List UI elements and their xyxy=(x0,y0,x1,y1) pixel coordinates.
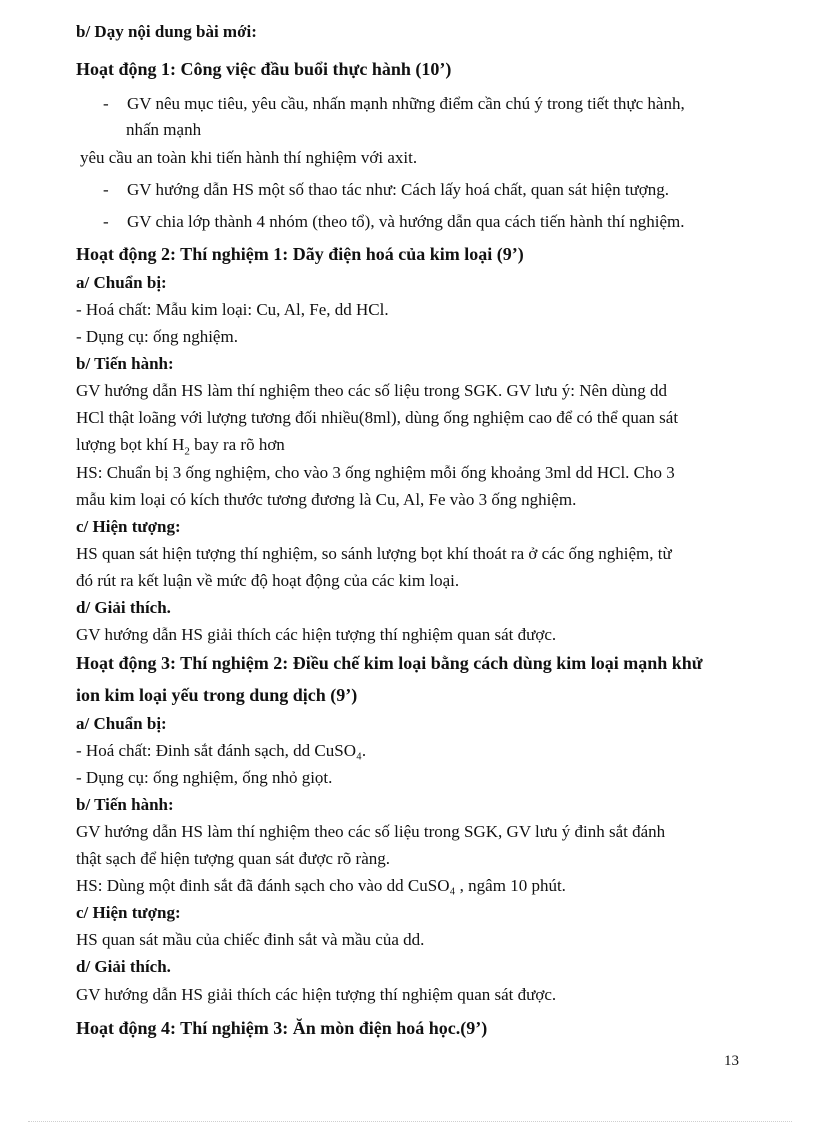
activity-4-heading: Hoạt động 4: Thí nghiệm 3: Ăn mòn điện hoá học.(9’) xyxy=(76,1018,488,1038)
subheading: c/ Hiện tượng: xyxy=(76,517,181,536)
text-line: yêu cầu an toàn khi tiến hành thí nghiệm với axit. xyxy=(80,148,418,167)
text-line: GV hướng dẫn HS giải thích các hiện tượng thí nghiệm quan sát được. xyxy=(76,985,557,1004)
page-footer-divider xyxy=(28,1121,792,1122)
bullet-text: GV chia lớp thành 4 nhóm (theo tổ), và hướng dẫn qua cách tiến hành thí nghiệm. xyxy=(127,212,685,231)
section-heading: b/ Dạy nội dung bài mới: xyxy=(76,22,257,41)
subheading: d/ Giải thích. xyxy=(76,957,171,976)
activity-2-heading: Hoạt động 2: Thí nghiệm 1: Dãy điện hoá của kim loại (9’) xyxy=(76,244,524,264)
subscript: 2 xyxy=(184,445,190,458)
bullet-item xyxy=(103,211,685,233)
bullet-marker: - xyxy=(103,212,109,231)
text-line: đó rút ra kết luận về mức độ hoạt động của các kim loại. xyxy=(76,571,460,590)
text-line: nhấn mạnh xyxy=(126,120,202,139)
text-line: GV hướng dẫn HS giải thích các hiện tượng thí nghiệm quan sát được. xyxy=(76,625,557,644)
page-number: 13 xyxy=(724,1053,739,1069)
bullet-text: GV nêu mục tiêu, yêu cầu, nhấn mạnh những điểm cần chú ý trong tiết thực hành, xyxy=(127,94,685,113)
subheading: d/ Giải thích. xyxy=(76,598,171,617)
subheading: b/ Tiến hành: xyxy=(76,795,174,814)
subheading: a/ Chuẩn bị: xyxy=(76,714,167,733)
bullet-item xyxy=(103,179,669,201)
text-line: - Hoá chất: Đinh sắt đánh sạch, dd CuSO₄. xyxy=(76,741,367,760)
activity-1-heading: Hoạt động 1: Công việc đầu buổi thực hành (10’) xyxy=(76,59,452,79)
text-line xyxy=(76,434,285,462)
subheading: b/ Tiến hành: xyxy=(76,354,174,373)
activity-3-heading-cont: ion kim loại yếu trong dung dịch (9’) xyxy=(76,685,358,705)
text-line: HS quan sát hiện tượng thí nghiệm, so sánh lượng bọt khí thoát ra ở các ống nghiệm, từ xyxy=(76,544,672,563)
text-line: - Dụng cụ: ống nghiệm, ống nhỏ giọt. xyxy=(76,768,333,787)
text-line: GV hướng dẫn HS làm thí nghiệm theo các số liệu trong SGK. GV lưu ý: Nên dùng dd xyxy=(76,381,668,400)
text-line: HS: Chuẩn bị 3 ống nghiệm, cho vào 3 ống nghiệm mỗi ống khoảng 3ml dd HCl. Cho 3 xyxy=(76,463,675,482)
text-line: mẫu kim loại có kích thước tương đương là Cu, Al, Fe vào 3 ống nghiệm. xyxy=(76,490,577,509)
bullet-item xyxy=(103,93,685,115)
bullet-marker: - xyxy=(103,94,109,113)
activity-3-heading: Hoạt động 3: Thí nghiệm 2: Điều chế kim loại bằng cách dùng kim loại mạnh khử xyxy=(76,653,703,673)
subheading: c/ Hiện tượng: xyxy=(76,903,181,922)
text-segment: lượng bọt khí H xyxy=(76,435,185,454)
subheading: a/ Chuẩn bị: xyxy=(76,273,167,292)
text-line: HCl thật loãng với lượng tương đối nhiều(8ml), dùng ống nghiệm cao để có thể quan sát xyxy=(76,408,679,427)
text-line: GV hướng dẫn HS làm thí nghiệm theo các số liệu trong SGK, GV lưu ý đinh sắt đánh xyxy=(76,822,666,841)
text-line: HS: Dùng một đinh sắt đã đánh sạch cho vào dd CuSO₄ , ngâm 10 phút. xyxy=(76,876,566,895)
bullet-marker: - xyxy=(103,180,109,199)
text-segment: bay ra rõ hơn xyxy=(189,435,285,454)
bullet-text: GV hướng dẫn HS một số thao tác như: Cách lấy hoá chất, quan sát hiện tượng. xyxy=(127,180,669,199)
text-line: - Dụng cụ: ống nghiệm. xyxy=(76,327,238,346)
text-line: - Hoá chất: Mẫu kim loại: Cu, Al, Fe, dd HCl. xyxy=(76,300,389,319)
text-line: thật sạch để hiện tượng quan sát được rõ ràng. xyxy=(76,849,390,868)
text-line: HS quan sát mầu của chiếc đinh sắt và mầu của dd. xyxy=(76,930,425,949)
